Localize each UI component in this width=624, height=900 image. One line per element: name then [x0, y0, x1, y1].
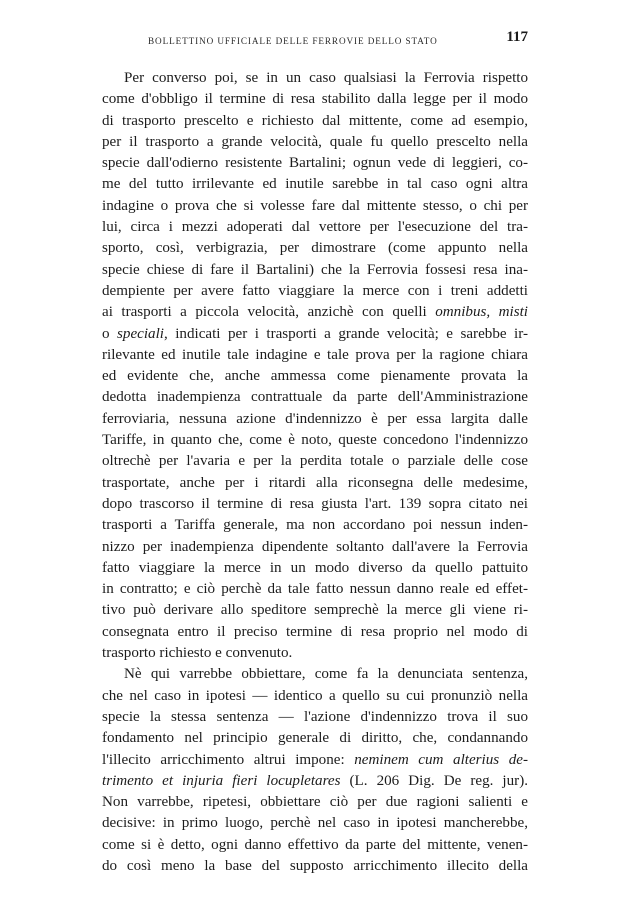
text-line [102, 771, 528, 792]
line-text-continued: (L. 206 Dig. De reg. jur). [340, 772, 529, 789]
line-text: dopo trascorso il termine di resa giusta l'art. 139 sopra citato nei [102, 495, 528, 512]
line-text: o [102, 325, 118, 342]
line-text: oltrechè per l'avaria e per la perdita totale o parziale delle cose [102, 453, 528, 470]
text-line [102, 750, 528, 771]
latin-italic-text: trimento et injuria fieri locupletares [102, 772, 341, 789]
text-line [102, 813, 528, 834]
line-text: rilevante ed inutile tale indagine e tale prova per la ragione chiara [102, 346, 528, 363]
text-line [102, 132, 528, 153]
line-text: dempiente per avere fatto viaggiare la merce con i treni addetti [102, 282, 528, 299]
line-text: specie dall'odierno resistente Bartalini; ognun vede di leggieri, co- [102, 155, 528, 172]
text-line [102, 430, 528, 451]
line-text: lui, circa i mezzi adoperati dal vettore per l'esecuzione del tra- [102, 219, 528, 236]
line-text: specie la stessa sentenza — l'azione d'indennizzo trova il suo [102, 708, 528, 725]
text-line [102, 856, 528, 877]
line-text: trasportate, anche per i ritardi alla riconsegna delle medesime, [102, 474, 528, 491]
line-text: trasporto richiesto e convenuto. [102, 645, 293, 662]
text-line [102, 281, 528, 302]
line-text-continued: , indicati per i trasporti a grande velocità; e sarebbe ir- [163, 325, 528, 342]
line-text: in contratto; e ciò perchè da tale fatto nessun danno reale ed effet- [102, 581, 528, 598]
text-line [102, 835, 528, 856]
line-text: Tariffe, in quanto che, come è noto, queste concedono l'indennizzo [102, 432, 528, 449]
text-line [102, 728, 528, 749]
text-line [102, 558, 528, 579]
text-line [102, 643, 528, 664]
line-text: ai trasporti a piccola velocità, anzichè con quelli [102, 304, 436, 321]
line-text: trasporti a Tariffa generale, ma non accordano poi nessun inden- [102, 517, 528, 534]
line-text: tivo può derivare allo speditore semprechè la merce gli viene ri- [102, 602, 528, 619]
text-line [102, 579, 528, 600]
line-text: me del tutto irrilevante ed inutile sarebbe in tal caso ogni altra [102, 176, 528, 193]
line-text: per il trasporto a grande velocità, quale fu quello prescelto nella [102, 133, 528, 150]
text-line [102, 217, 528, 238]
line-text: indagine o prova che si volesse fare dal mittente stesso, o chi per [102, 197, 528, 214]
page-header [104, 30, 528, 48]
text-line [102, 515, 528, 536]
line-text: Non varrebbe, ripetesi, obbiettare ciò per due ragioni salienti e [102, 794, 528, 811]
text-line [102, 89, 528, 110]
line-text: ferroviaria, nessuna azione d'indennizzo è per essa largita dalle [102, 410, 528, 427]
line-text: come si è detto, ogni danno effettivo da parte del mittente, venen- [102, 836, 528, 853]
text-line [102, 68, 528, 89]
latin-italic-text: speciali [117, 325, 164, 342]
text-line [102, 387, 528, 408]
text-line [102, 451, 528, 472]
text-line [102, 111, 528, 132]
text-line [102, 473, 528, 494]
latin-italic-text: neminem cum alterius de- [354, 751, 528, 768]
text-line [102, 174, 528, 195]
text-line [102, 260, 528, 281]
text-line [102, 366, 528, 387]
text-line [102, 345, 528, 366]
line-text: specie chiese di fare il Bartalini) che la Ferrovia fossesi resa ina- [102, 261, 528, 278]
text-line [102, 686, 528, 707]
line-text: come d'obbligo il termine di resa stabilito dalla legge per il modo [102, 91, 528, 108]
text-line [102, 707, 528, 728]
line-text: fondamento nel principio generale di diritto, che, condannando [102, 730, 528, 747]
line-text: Per converso poi, se in un caso qualsiasi la Ferrovia rispetto [124, 70, 528, 86]
body-text [102, 68, 528, 877]
text-line [102, 622, 528, 643]
line-text: fatto viaggiare la merce in un modo diverso da quello pattuito [102, 559, 528, 576]
text-line [102, 238, 528, 259]
text-line [102, 600, 528, 621]
line-text: ed evidente che, anche ammessa come pienamente provata la [102, 368, 528, 385]
line-text: dedotta inadempienza contrattuale da parte dell'Amministrazione [102, 389, 528, 406]
line-text: sporto, così, verbigrazia, per dimostrare (come appunto nella [102, 240, 528, 257]
running-title: BOLLETTINO UFFICIALE DELLE FERROVIE DELLO STATO [148, 36, 438, 46]
line-text: che nel caso in ipotesi — identico a quello su cui pronunziò nella [102, 687, 528, 704]
text-line [102, 537, 528, 558]
latin-italic-text: omnibus, misti [435, 304, 528, 321]
line-text: decisive: in primo luogo, perchè nel caso in ipotesi mancherebbe, [102, 815, 528, 832]
text-line [102, 664, 528, 685]
line-text: nizzo per inadempienza dipendente soltanto dall'avere la Ferrovia [102, 538, 528, 555]
line-text: do così meno la base del supposto arricchimento illecito della [102, 857, 528, 874]
text-line [102, 792, 528, 813]
text-line [102, 324, 528, 345]
text-line [102, 409, 528, 430]
line-text: l'illecito arricchimento altrui impone: [102, 751, 355, 768]
text-line [102, 153, 528, 174]
line-text: Nè qui varrebbe obbiettare, come fa la denunciata sentenza, [124, 666, 528, 683]
text-line [102, 302, 528, 323]
text-line [102, 196, 528, 217]
text-line [102, 494, 528, 515]
line-text: di trasporto prescelto e richiesto dal mittente, come ad esempio, [102, 112, 528, 129]
line-text: consegnata entro il preciso termine di resa proprio nel modo di [102, 623, 528, 640]
page-number: 117 [506, 29, 528, 45]
